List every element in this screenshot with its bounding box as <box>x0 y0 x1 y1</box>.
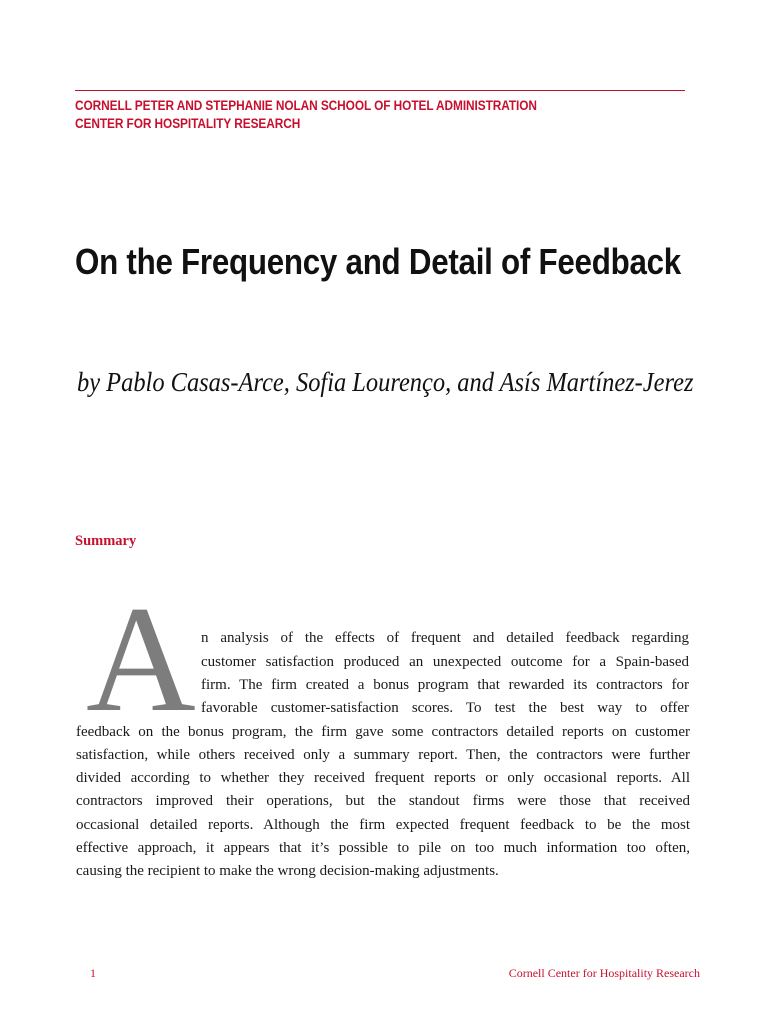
footer-organization: Cornell Center for Hospitality Research <box>508 966 700 980</box>
summary-line: firm. The firm created a bonus program that rewarded its contractors for <box>201 677 689 693</box>
summary-line: effective approach, it appears that it’s possible to pile on too much information too often, <box>76 840 690 856</box>
institution-name: CORNELL PETER AND STEPHANIE NOLAN SCHOOL OF HOTEL ADMINISTRATION <box>75 98 537 113</box>
summary-line: causing the recipient to make the wrong decision-making adjustments. <box>76 863 499 879</box>
author-byline: by Pablo Casas-Arce, Sofia Lourenço, and Asís Martínez-Jerez <box>77 367 694 397</box>
summary-line: customer satisfaction produced an unexpected outcome for a Spain-based <box>201 654 689 670</box>
summary-line: feedback on the bonus program, the firm gave some contractors detailed reports on customer <box>76 724 690 740</box>
page-number: 1 <box>90 966 96 980</box>
page-title: On the Frequency and Detail of Feedback <box>75 241 681 282</box>
summary-line: divided according to whether they received frequent reports or only occasional reports. All <box>76 770 690 786</box>
summary-line: n analysis of the effects of frequent and detailed feedback regarding <box>201 630 689 646</box>
summary-line: occasional detailed reports. Although the firm expected frequent feedback to be the most <box>76 817 690 833</box>
summary-line: contractors improved their operations, but the standout firms were those that received <box>76 793 690 809</box>
summary-line: favorable customer-satisfaction scores. To test the best way to offer <box>201 700 689 716</box>
summary-heading: Summary <box>75 533 137 549</box>
summary-line: satisfaction, while others received only a summary report. Then, the contractors were further <box>76 747 690 763</box>
drop-cap: A <box>86 575 196 743</box>
header-rule <box>75 90 685 91</box>
institution-header <box>75 97 537 133</box>
center-name: CENTER FOR HOSPITALITY RESEARCH <box>75 116 301 131</box>
